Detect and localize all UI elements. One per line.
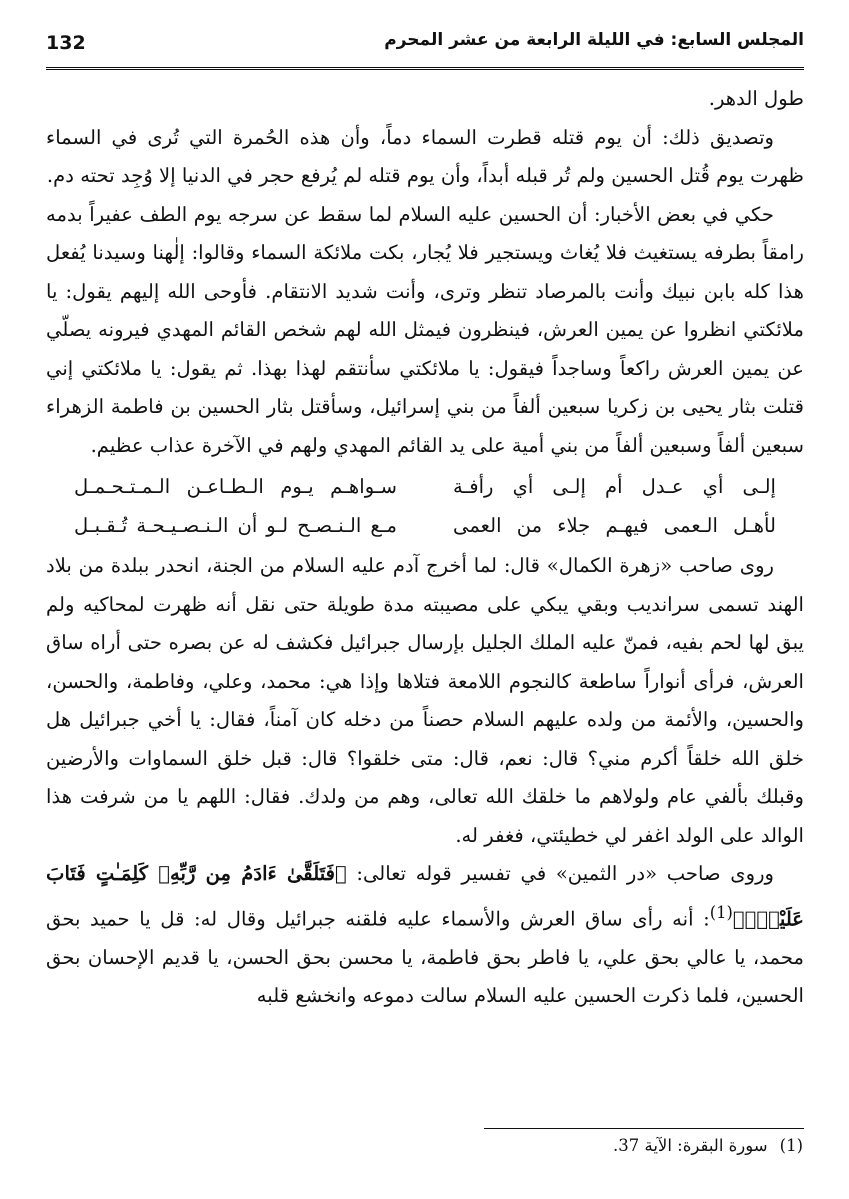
running-title: المجلس السابع: في الليلة الرابعة من عشر المحرم	[384, 30, 804, 50]
paragraph: طول الدهر.	[708, 87, 804, 110]
paragraph-text: : أنه رأى ساق العرش والأسماء عليه فلقنه جبرائيل وقال له: قل يا حميد بحق محمد، يا عالي بحق علي، يا فاطر بحق فاطمة، يا محسن بحق الحسن، يا قديم الإحسان بحق الحسين، فلما ذكرت الحسين عليه السلام سالت دموعه وانخشع قلبه	[46, 907, 804, 1008]
paragraph-with-quran-quote	[46, 855, 804, 1016]
quran-quote: ﴿فَتَلَقَّىٰ ءَادَمُ مِن رَّبِّهِۦ كَلِمَـٰتٍ فَتَابَ عَلَيْهِۚ﴾	[46, 862, 804, 931]
poem	[46, 468, 804, 545]
verse-second-hemistich: سـواهـم يـوم الـطـاعـن الـمـتـحـمـل	[74, 475, 397, 498]
footnote	[613, 1136, 803, 1155]
poem-verse	[46, 507, 804, 546]
paragraph: حكي في بعض الأخبار: أن الحسين عليه السلام لما سقط عن سرجه يوم الطف عفيراً بدمه رامقاً بطرفه يستغيث فلا يُغاث ويستجير فلا يُجار، بكت ملائكة السماء وقالوا: إلٰهنا وسيدنا يُفعل هذا كله بابن نبيك وأنت بالمرصاد تنظر وترى، وأنت شديد الانتقام. فأوحى الله إليهم يقول: يا ملائكتي انظروا عن يمين العرش، فينظرون فيمثل الله لهم شخص القائم المهدي فيرونه يصلّي عن يمين العرش راكعاً وساجداً فيقول: يا ملائكتي سأنتقم لهذا بهذا. ثم يقول: يا ملائكتي إني قتلت بثار يحيى بن زكريا سبعين ألفاً من بني إسرائيل، وسأقتل بثار الحسين بن فاطمة الزهراء سبعين ألفاً وسبعين ألفاً من بني أمية على يد القائم المهدي ولهم في الآخرة عذاب عظيم.	[46, 202, 804, 457]
footnote-reference[interactable]: (1)	[709, 902, 733, 922]
page-number: 132	[46, 32, 86, 54]
paragraph: روى صاحب «زهرة الكمال» قال: لما أخرج آدم عليه السلام من الجنة، انحدر ببلدة من بلاد الهند تسمى سرانديب وبقي يبكي على مصيبته مدة طويلة حتى نقل أنه ظهرت لمحاكيه ولم يبق لها لحم بفيه، فمنّ عليه الملك الجليل بإرسال جبرائيل فكشف له عن بصره حتى أراه ساق العرش، فرأى أنواراً ساطعة كالنجوم اللامعة فتلاها وإذا هي: محمد، وعلي، وفاطمة، والحسن، والحسين، والأئمة من ولده عليهم السلام حصناً من دخله كان آمناً، فقال: يا أخي جبرائيل هل خلق الله خلقاً أكرم مني؟ قال: نعم، قال: متى خلقوا؟ قال: قبل خلق السماوات والأرضين وقبلك بألفي عام ولولاهم ما خلقك الله تعالى، وهم من ولدك. فقال: اللهم يا من شرفت هذا الوالد على الولد اغفر لي خطيئتي، فغفر له.	[46, 554, 804, 847]
poem-verse	[46, 468, 804, 507]
footnote-divider	[484, 1128, 804, 1129]
footnote-number: (1)	[779, 1136, 803, 1155]
verse-first-hemistich: إلـى أي عـدل أم إلـى أي رأفـة	[453, 475, 776, 498]
main-text	[46, 80, 804, 1016]
footnote-text: سورة البقرة: الآية 37.	[613, 1136, 768, 1155]
verse-first-hemistich: لأهـل الـعمى فيهـم جلاء من العمى	[453, 513, 776, 537]
verse-second-hemistich: مـع الـنـصـح لـو أن الـنـصـيـحـة تُـقـبـل	[74, 513, 397, 537]
page-header	[46, 26, 804, 66]
paragraph-text: وروى صاحب «در الثمين» في تفسير قوله تعالى:	[346, 862, 774, 885]
paragraph: وتصديق ذلك: أن يوم قتله قطرت السماء دماً، وأن هذه الحُمرة التي تُرى في السماء ظهرت يوم قُتل الحسين ولم تُر قبله أبداً، وأن يوم قتله لم يُرفع حجر في الدنيا إلا وُجِد تحته دم.	[46, 125, 804, 187]
header-divider	[46, 67, 804, 70]
